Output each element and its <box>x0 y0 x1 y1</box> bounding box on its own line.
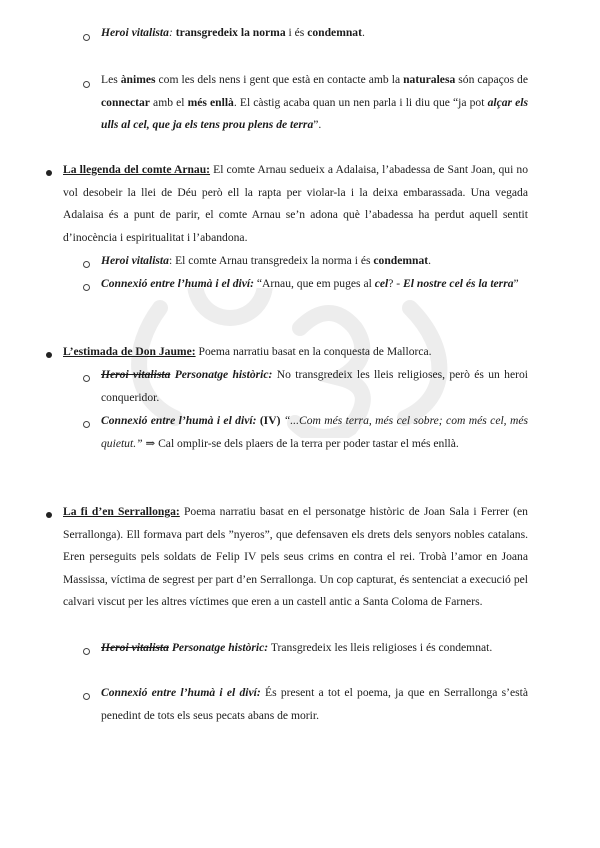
disc-bullet-icon <box>46 170 52 176</box>
text: ” <box>513 277 519 290</box>
text: És present a tot el poema, ja que en Serrallonga s’està penedint de tots els seus pecats abans de morir. <box>101 686 528 722</box>
arnau-connexio <box>101 273 528 296</box>
text: “Arnau, que em puges al <box>253 277 375 290</box>
bold-text: naturalesa <box>403 73 456 86</box>
disc-bullet-icon <box>46 352 52 358</box>
section-title: La fi d’en Serrallonga: <box>63 505 180 518</box>
arnau-heroi <box>101 250 528 273</box>
text: són capaços de <box>455 73 528 86</box>
section-title: L’estimada de Don Jaume: <box>63 345 196 358</box>
bold-text: condemnat <box>307 26 362 39</box>
section-serrallonga <box>63 501 528 614</box>
circle-bullet-icon <box>83 375 90 382</box>
disc-bullet-icon <box>46 512 52 518</box>
bold-text: més enllà <box>187 95 234 109</box>
jaume-personatge <box>101 364 528 409</box>
label: Heroi vitalista <box>101 254 169 267</box>
label: Personatge històric: <box>168 641 269 654</box>
jaume-connexio <box>101 410 528 455</box>
circle-bullet-icon <box>83 34 90 41</box>
text: No transgredeix les lleis religioses, però és un heroi conqueridor. <box>101 368 528 404</box>
label: Connexió entre l’humà i el diví: <box>101 686 261 699</box>
section-title: La llegenda del comte Arnau: <box>63 163 211 176</box>
italic-quote: “...Com més terra, més cel sobre; com més cel, més quietut.” <box>101 414 529 450</box>
serrallonga-connexio <box>101 682 528 727</box>
circle-bullet-icon <box>83 81 90 88</box>
top-bullet-heroi <box>101 22 528 45</box>
struck-label: Heroi vitalista <box>101 641 169 654</box>
bold-text: (IV) <box>256 414 281 427</box>
text: com les dels nens i gent que està en contacte amb la <box>155 73 404 86</box>
text: : El comte Arnau transgredeix la norma i és <box>168 254 374 267</box>
text: Cal omplir-se dels plaers de la terra per poder tastar el més enllà. <box>158 436 459 450</box>
text: . <box>428 254 432 267</box>
section-body: El comte Arnau sedueix a Adalaisa, l’abadessa de Sant Joan, qui no vol desobeir la llei de Déu però ell la rapta per violar-la i la deixa embarassada. Una vegada Adalaisa és a punt de parir, el comte Arnau se’n adona què l’abadessa ha perdut aquell sentit d’inocència i espiritualitat i l’abandona. <box>63 163 529 244</box>
section-body: Poema narratiu basat en el personatge històric de Joan Sala i Ferrer (en Serrallonga). Ell formava part dels ”nyeros”, que defensaven els drets dels senyors nobles catalans. Eren perseguits pels soldats de Felip IV pels seus crims en contra el rei. Trobà l’amor en Joana Massissa, víctima de segrest per part d’en Serrallonga. Un cop capturat, és sentenciat a execució pel calvari viscut per les altres víctimes que eren a un castell antic a Santa Coloma de Farners. <box>63 505 528 609</box>
serrallonga-personatge <box>101 637 528 660</box>
text: . <box>361 26 365 39</box>
circle-bullet-icon <box>83 421 90 428</box>
label: Heroi vitalista <box>101 26 169 39</box>
label: Personatge històric: <box>170 368 273 381</box>
circle-bullet-icon <box>83 284 90 291</box>
circle-bullet-icon <box>83 693 90 700</box>
circle-bullet-icon <box>83 261 90 268</box>
arrow-icon: ⇒ <box>142 436 159 450</box>
section-body: Poema narratiu basat en la conquesta de Mallorca. <box>195 345 432 358</box>
text: ”. <box>313 118 322 132</box>
text: ? - <box>388 277 404 290</box>
bold-text: connectar <box>101 95 150 109</box>
bold-italic-text: El nostre cel és la terra <box>403 277 514 290</box>
label: Connexió entre l’humà i el diví: <box>101 414 257 427</box>
bold-italic-text: cel <box>374 277 389 290</box>
bold-text: ànimes <box>120 73 156 86</box>
colon: : <box>168 26 176 39</box>
bold-italic-quote: alçar els ulls al cel, que ja els tens prou plens de terra <box>101 95 529 132</box>
text: Transgredeix les lleis religioses i és condemnat. <box>268 641 493 654</box>
circle-bullet-icon <box>83 648 90 655</box>
text: i és <box>285 26 308 39</box>
label: Connexió entre l’humà i el diví: <box>101 277 254 290</box>
text: . El càstig acaba quan un nen parla i li diu que “ja pot <box>233 95 488 109</box>
section-comte-arnau <box>63 159 528 249</box>
text: amb el <box>149 95 188 109</box>
bold-text: transgredeix la norma <box>175 26 286 39</box>
bold-text: condemnat <box>373 254 429 267</box>
text: Les <box>101 73 121 86</box>
top-bullet-animes <box>101 69 528 137</box>
section-don-jaume <box>63 341 528 364</box>
struck-label: Heroi vitalista <box>101 368 171 381</box>
